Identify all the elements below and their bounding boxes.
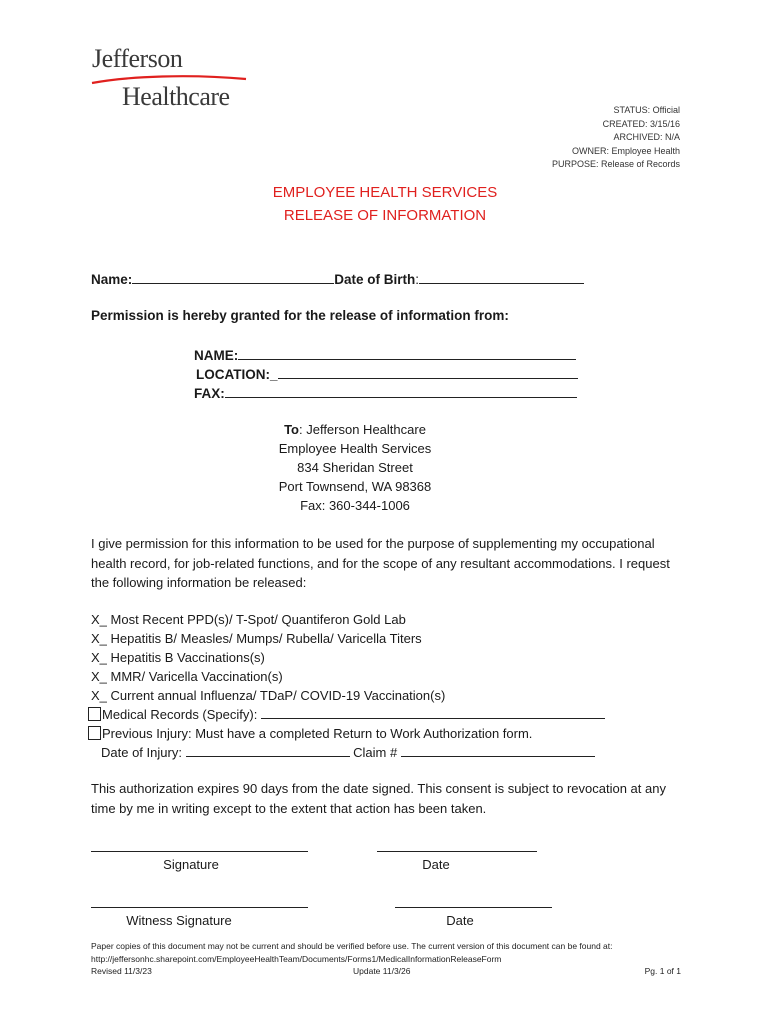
- purpose-line: PURPOSE: Release of Records: [551, 159, 680, 169]
- purpose-paragraph: I give permission for this information to be used for the purpose of supplementing my occupational health record, for job-related functions, and for the scope of any resultant accommodations. I request the following information be released:: [91, 536, 670, 590]
- to-street: 834 Sheridan Street: [297, 460, 413, 475]
- name-dob-row: [91, 269, 584, 287]
- injury-details-row: [91, 743, 605, 762]
- previous-injury-checkbox[interactable]: [88, 726, 101, 740]
- witness-signature-label: Witness Signature: [126, 913, 232, 928]
- from-location-label: LOCATION:_: [196, 367, 278, 382]
- signature-label: Signature: [163, 857, 219, 872]
- from-name-label: NAME:: [194, 348, 239, 363]
- date-line-2[interactable]: [395, 907, 552, 908]
- to-department: Employee Health Services: [278, 441, 432, 456]
- jefferson-healthcare-logo: [90, 44, 250, 114]
- list-item: X_ MMR/ Varicella Vaccination(s): [91, 669, 283, 684]
- authorization-paragraph: This authorization expires 90 days from the date signed. This consent is subject to revocation at any time by me in writing except to the extent that action has been taken.: [91, 781, 666, 816]
- revised-date: Revised 11/3/23: [91, 966, 152, 976]
- medical-records-checkbox[interactable]: [88, 707, 101, 721]
- to-label: To: [284, 422, 299, 437]
- dob-label: Date of Birth: [334, 272, 416, 287]
- from-fax-label: FAX:: [194, 386, 225, 401]
- claim-label: Claim #: [349, 745, 401, 760]
- from-location-row: [196, 364, 578, 382]
- medical-records-field[interactable]: [261, 706, 605, 719]
- medical-records-label: Medical Records (Specify):: [102, 707, 261, 722]
- form-title-line-1: EMPLOYEE HEALTH SERVICES: [272, 184, 498, 201]
- witness-signature-line[interactable]: [91, 907, 308, 908]
- signature-line[interactable]: [91, 851, 308, 852]
- update-date: Update 11/3/26: [353, 966, 411, 976]
- list-item: X_ Hepatitis B Vaccinations(s): [91, 650, 265, 665]
- from-location-field[interactable]: [278, 364, 578, 379]
- from-name-row: [194, 345, 576, 363]
- document-status-block: [552, 104, 680, 172]
- to-name: : Jefferson Healthcare: [298, 422, 426, 437]
- name-label: Name:: [91, 272, 133, 287]
- date-line-1[interactable]: [377, 851, 537, 852]
- logo-line-1: Jefferson: [92, 44, 183, 73]
- to-fax: Fax: 360-344-1006: [300, 498, 410, 513]
- medical-records-row: [91, 705, 605, 724]
- name-field[interactable]: [132, 269, 334, 284]
- permission-statement: Permission is hereby granted for the release of information from:: [91, 308, 509, 323]
- created-line: CREATED: 3/15/16: [602, 118, 680, 129]
- status-line: STATUS: Official: [613, 105, 680, 115]
- requested-items-list: [91, 610, 605, 762]
- from-fax-row: [194, 383, 577, 401]
- date-of-injury-field[interactable]: [186, 744, 350, 757]
- form-title-line-2: RELEASE OF INFORMATION: [283, 207, 487, 224]
- claim-number-field[interactable]: [401, 744, 595, 757]
- date-label-1: Date: [422, 857, 450, 872]
- footer-revision-row: [91, 965, 681, 978]
- previous-injury-row: [91, 724, 605, 743]
- list-item: X_ Current annual Influenza/ TDaP/ COVID-19 Vaccination(s): [91, 688, 446, 703]
- date-of-injury-label: Date of Injury:: [101, 745, 186, 760]
- owner-line: OWNER: Employee Health: [571, 145, 680, 156]
- dob-colon: :: [415, 272, 420, 287]
- archived-line: ARCHIVED: N/A: [613, 132, 680, 142]
- page-number: Pg. 1 of 1: [644, 966, 681, 976]
- to-city: Port Townsend, WA 98368: [278, 479, 432, 494]
- footer-notice: Paper copies of this document may not be current and should be verified before use. The current version of this document can be found at:: [91, 941, 613, 951]
- dob-field[interactable]: [419, 269, 584, 284]
- recipient-address: [0, 420, 710, 515]
- from-fax-field[interactable]: [225, 383, 577, 398]
- list-item: X_ Hepatitis B/ Measles/ Mumps/ Rubella/ Varicella Titers: [91, 631, 422, 646]
- logo-line-2: Healthcare: [122, 82, 230, 111]
- from-name-field[interactable]: [238, 345, 576, 360]
- previous-injury-label: Previous Injury: Must have a completed Return to Work Authorization form.: [102, 726, 533, 741]
- date-label-2: Date: [446, 913, 474, 928]
- document-footer: [91, 940, 681, 978]
- footer-url: http://jeffersonhc.sharepoint.com/EmployeeHealthTeam/Documents/Forms1/MedicalInformationReleaseForm: [91, 953, 502, 964]
- list-item: X_ Most Recent PPD(s)/ T-Spot/ Quantiferon Gold Lab: [91, 612, 406, 627]
